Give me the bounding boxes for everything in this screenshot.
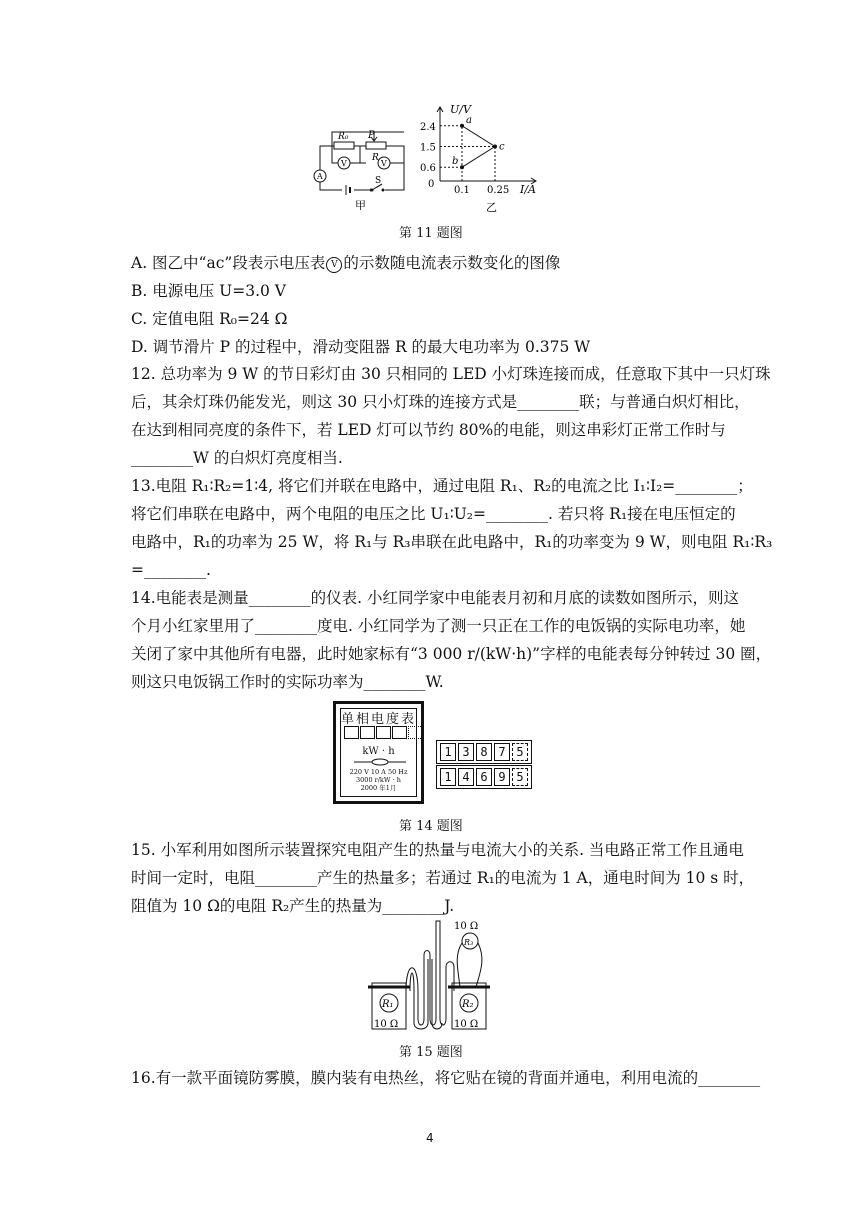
graph-y-tick-label: 1.5 (420, 142, 436, 154)
q12-line-3: 在达到相同亮度的条件下，若 LED 灯可以节约 80%的电能，则这串彩灯正常工作时与 (131, 421, 726, 439)
reading-start-decimal: 5 (512, 743, 528, 761)
q16-line-1: 16.有一款平面镜防雾膜，膜内装有电热丝，将它贴在镜的背面并通电，利用电流的________ (131, 1069, 761, 1087)
q12-line-2: 后，其余灯珠仍能发光，则这 30 只小灯珠的连接方式是________联；与普通白炽灯相比， (131, 393, 750, 411)
page-number: 4 (426, 1131, 434, 1145)
graph-label: 乙 (486, 201, 497, 212)
reading-start-digit: 7 (494, 743, 510, 761)
q15-line-1: 15. 小军利用如图所示装置探究电阻产生的热量与电流大小的关系. 当电路正常工作且通电 (131, 841, 744, 859)
label-v2: V (381, 159, 387, 168)
figure-14-caption: 第 14 题图 (399, 819, 463, 834)
graph-ylabel: U/V (450, 103, 471, 116)
figure-11-graph (418, 101, 548, 212)
figure-11-circuit (308, 118, 412, 210)
q11-option-a-prefix: A. 图乙中“ac”段表示电压表 (131, 254, 326, 272)
reading-end-digit: 9 (494, 768, 510, 786)
label-s: S (375, 176, 382, 186)
reading-end-digit: 4 (458, 768, 474, 786)
meter-spec-1: 220 V 10 A 50 Hz (349, 768, 408, 776)
r-left-label: 10 Ω (374, 1019, 399, 1030)
figure-15-apparatus (362, 915, 502, 1033)
graph-xlabel: I/A (520, 183, 536, 196)
q11-option-b: B. 电源电压 U=3.0 V (131, 282, 286, 300)
q15-line-3: 阻值为 10 Ω的电阻 R₂产生的热量为________J. (131, 897, 455, 915)
graph-x-tick-label: 0.1 (454, 185, 470, 196)
q12-line-1: 12. 总功率为 9 W 的节日彩灯由 30 只相同的 LED 小灯珠连接而成，任意取下其中一只灯珠 (131, 365, 771, 383)
q13-line-3: 电路中，R₁的功率为 25 W，将 R₁与 R₃串联在此电路中，R₁的功率变为 9 W，则电阻 R₁∶R₃ (131, 533, 773, 551)
graph-y-tick-label: 2.4 (420, 121, 436, 133)
meter-reading-end (436, 765, 532, 789)
reading-end-digit: 1 (440, 768, 456, 786)
r3-label: R₃ (464, 938, 474, 947)
graph-y-tick-label: 0.6 (420, 163, 436, 175)
voltmeter-v1-text: V (331, 260, 338, 270)
reading-start-digit: 1 (440, 743, 456, 761)
q11-option-a-suffix: 的示数随电流表示数变化的图像 (343, 254, 561, 272)
graph-origin: 0 (428, 179, 435, 190)
meter-spec-3: 2000 年1月 (360, 784, 397, 792)
q13-line-1: 13.电阻 R₁∶R₂=1∶4, 将它们并联在电路中，通过电阻 R₁、R₂的电流之比 I₁∶I₂=________； (131, 477, 753, 495)
graph-x-tick-label: 0.25 (487, 185, 510, 196)
label-a: A (317, 172, 323, 181)
graph-point-b (460, 165, 464, 169)
meter-title: 单相电度表 (340, 712, 416, 727)
q14-line-4: 则这只电饭锅工作时的实际功率为________W. (131, 673, 444, 691)
label-p: P (368, 130, 375, 141)
graph-segment-bc (462, 147, 495, 168)
q13-line-2: 将它们串联在电路中，两个电阻的电压之比 U₁∶U₂=________. 若只将 R₁接在电压恒定的 (131, 505, 736, 523)
graph-point-label-b: b (452, 156, 459, 168)
reading-start-digit: 8 (476, 743, 492, 761)
meter-spec-2: 3000 r/kW · h (356, 776, 401, 784)
graph-point-label-a: a (466, 114, 472, 126)
q13-line-4: =________. (131, 561, 211, 579)
meter-reading-start (436, 740, 532, 764)
voltmeter-v1-icon (326, 257, 342, 273)
q12-line-4: ________W 的白炽灯亮度相当. (131, 449, 343, 467)
reading-end-digit: 6 (476, 768, 492, 786)
figure-11-caption: 第 11 题图 (399, 226, 463, 241)
electric-meter (333, 701, 424, 804)
meter-disc-icon (354, 758, 406, 766)
meter-unit: kW · h (362, 746, 395, 757)
q14-line-2: 个月小红家里用了________度电. 小红同学为了测一只正在工作的电饭锅的实际电功率，她 (131, 617, 746, 635)
label-v1: V (341, 159, 347, 168)
graph-segment-ac (462, 126, 495, 147)
graph-point-c (493, 145, 497, 149)
figure-15-caption: 第 15 题图 (399, 1045, 463, 1060)
q11-option-c: C. 定值电阻 R₀=24 Ω (131, 310, 288, 328)
r-right-label: 10 Ω (454, 1019, 479, 1030)
r2-label: R₂ (462, 999, 474, 1010)
q15-line-2: 时间一定时，电阻________产生的热量多；若通过 R₁的电流为 1 A，通电时间为 10 s 时， (131, 869, 755, 887)
meter-specs (336, 768, 421, 792)
reading-start-digit: 3 (458, 743, 474, 761)
circuit-label: 甲 (355, 199, 366, 210)
reading-end-decimal: 5 (512, 768, 528, 786)
label-r0: R₀ (338, 132, 349, 142)
q11-option-d: D. 调节滑片 P 的过程中，滑动变阻器 R 的最大电功率为 0.375 W (131, 338, 591, 356)
r1-label: R₁ (382, 999, 394, 1010)
label-r: R (372, 153, 379, 163)
q14-line-3: 关闭了家中其他所有电器，此时她家标有“3 000 r/(kW·h)”字样的电能表每分钟转过 30 圈， (131, 645, 772, 663)
meter-digit-windows (344, 726, 423, 739)
q11-option-a (131, 253, 560, 273)
graph-point-label-c: c (499, 141, 505, 153)
graph-point-a (460, 124, 464, 128)
q14-line-1: 14.电能表是测量________的仪表. 小红同学家中电能表月初和月底的读数如图所示，则这 (131, 589, 740, 607)
r-top-label: 10 Ω (454, 921, 479, 932)
